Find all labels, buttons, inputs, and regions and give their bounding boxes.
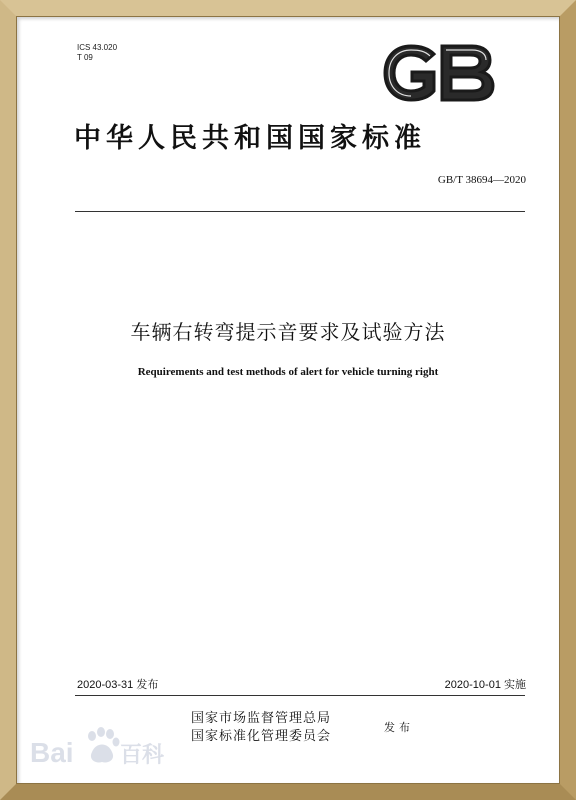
publish-label: 发布 — [384, 721, 414, 734]
footer-divider — [75, 695, 525, 696]
svg-text:百科: 百科 — [120, 743, 165, 768]
document-title-en: Requirements and test methods of alert for vehicle turning right — [137, 366, 439, 378]
header-divider — [75, 211, 525, 212]
issuer-sac: 国家标准化管理委员会 — [191, 729, 332, 744]
issuer-samr: 国家市场监督管理总局 — [191, 711, 332, 726]
issue-date: 2020-03-31 发布 — [77, 679, 159, 691]
national-standard-title: 中华人民共和国国家标准 — [74, 123, 426, 154]
gb-logo — [380, 42, 498, 104]
issuing-authorities — [191, 710, 331, 746]
classification-code: T 09 — [77, 53, 93, 62]
classification-block — [77, 43, 117, 63]
document-title-cn: 车辆右转弯提示音要求及试验方法 — [130, 320, 446, 344]
ics-code: ICS 43.020 — [77, 43, 118, 52]
implementation-date: 2020-10-01 实施 — [444, 679, 526, 691]
svg-text:Bai: Bai — [30, 737, 74, 768]
baidu-baike-watermark — [28, 722, 178, 774]
standard-number: GB/T 38694—2020 — [437, 174, 526, 186]
